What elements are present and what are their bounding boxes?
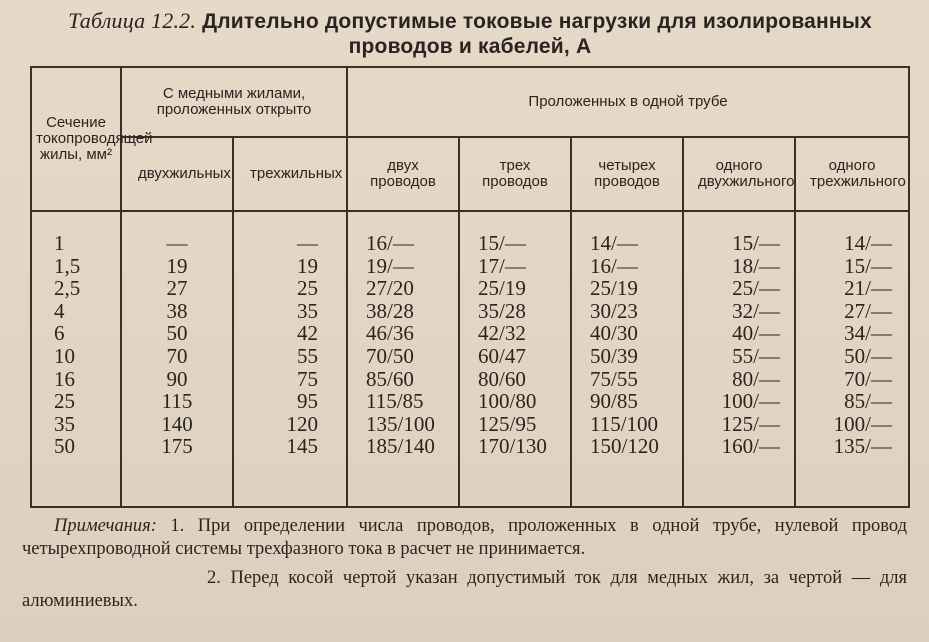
note-1-text: 1. При определении числа проводов, проложенных в одной трубе, нулевой провод четырехпроводной системы трехфазного тока в расчет не принимается. — [22, 516, 907, 559]
section-cell: 50 — [54, 434, 75, 459]
value-cell: 15/— — [478, 231, 526, 255]
table-notes — [22, 515, 907, 613]
value-cell: 70/50 — [366, 343, 414, 368]
header-two-core: двухжильных — [121, 137, 233, 211]
value-cell: 120 — [286, 411, 318, 436]
section-cell: 16 — [54, 366, 75, 391]
value-cell: 27 — [166, 276, 188, 301]
section-cell: 1 — [54, 231, 65, 255]
value-cell: 80/60 — [478, 366, 526, 391]
header-one-two-core: одного двухжильного — [683, 137, 795, 211]
notes-lead: Примечания: — [54, 516, 157, 536]
value-cell: 95 — [297, 389, 318, 414]
value-cell: 50 — [166, 321, 188, 346]
value-cell: 14/— — [590, 231, 638, 255]
section-column — [31, 211, 121, 507]
one-three-core-column — [795, 211, 909, 507]
value-cell: 70/— — [844, 366, 893, 391]
value-cell: 19/— — [366, 253, 414, 278]
table-caption — [40, 8, 900, 59]
value-cell: 100/— — [721, 389, 780, 414]
two-core-column — [121, 211, 233, 507]
value-cell: 125/95 — [478, 411, 537, 436]
current-load-table — [30, 66, 910, 508]
value-cell: 35 — [297, 298, 318, 323]
one-two-core-column — [683, 211, 795, 507]
value-cell: 140 — [161, 411, 193, 436]
value-cell: 25/19 — [590, 276, 638, 301]
section-cell: 35 — [54, 411, 75, 436]
header-one-three-core: одного трехжильного — [795, 137, 909, 211]
value-cell: 42/32 — [478, 321, 526, 346]
value-cell: 25/— — [732, 276, 780, 301]
value-cell: 25 — [297, 276, 318, 301]
value-cell: 16/— — [366, 231, 414, 255]
value-cell: 40/30 — [590, 321, 638, 346]
value-cell: 50/— — [844, 343, 893, 368]
header-three-core: трехжильных — [233, 137, 347, 211]
value-cell: 14/— — [844, 231, 893, 255]
value-cell: 115 — [161, 389, 193, 414]
value-cell: 17/— — [478, 253, 526, 278]
value-cell: 15/— — [732, 231, 780, 255]
value-cell: 55/— — [732, 343, 780, 368]
section-cell: 4 — [54, 298, 65, 323]
value-cell: 90/85 — [590, 389, 638, 414]
caption-title: Длительно допустимые токовые нагрузки для изолированных проводов и кабелей, А — [202, 10, 872, 58]
value-cell: 30/23 — [590, 298, 638, 323]
value-cell: 19 — [166, 253, 188, 278]
value-cell: 42 — [297, 321, 318, 346]
header-pipe-group: Проложенных в одной трубе — [347, 67, 909, 137]
value-cell: 135/— — [833, 434, 893, 459]
section-cell: 1,5 — [54, 253, 81, 278]
value-cell: 70 — [166, 343, 188, 368]
section-cell: 10 — [54, 343, 75, 368]
section-cell: 25 — [54, 389, 75, 414]
value-cell: 170/130 — [478, 434, 547, 459]
value-cell: 160/— — [721, 434, 780, 459]
section-cell: 6 — [54, 321, 65, 346]
value-cell: 32/— — [732, 298, 780, 323]
value-cell: 115/100 — [590, 411, 659, 436]
table-container — [30, 66, 908, 508]
section-cell: 2,5 — [54, 276, 81, 301]
value-cell: 46/36 — [366, 321, 414, 346]
value-cell: 55 — [297, 343, 318, 368]
header-three-wires: трех проводов — [459, 137, 571, 211]
value-cell: 90 — [166, 366, 188, 391]
note-2: 2. Перед косой чертой указан допустимый ток для медных жил, за чертой — для алюминиевых. — [22, 568, 907, 611]
header-four-wires: четырех проводов — [571, 137, 683, 211]
value-cell: — — [166, 231, 188, 255]
value-cell: 80/— — [732, 366, 780, 391]
value-cell: — — [297, 231, 318, 255]
value-cell: 175 — [161, 434, 193, 459]
value-cell: 34/— — [844, 321, 893, 346]
three-wires-column — [459, 211, 571, 507]
value-cell: 150/120 — [590, 434, 659, 459]
value-cell: 18/— — [732, 253, 780, 278]
value-cell: 135/100 — [366, 411, 435, 436]
value-cell: 185/140 — [366, 434, 435, 459]
note-1 — [22, 515, 907, 561]
value-cell: 115/85 — [366, 389, 424, 414]
value-cell: 85/— — [844, 389, 893, 414]
value-cell: 16/— — [590, 253, 638, 278]
value-cell: 40/— — [732, 321, 780, 346]
caption-label: Таблица 12.2. — [68, 8, 197, 33]
value-cell: 50/39 — [590, 343, 638, 368]
value-cell: 85/60 — [366, 366, 414, 391]
two-wires-column — [347, 211, 459, 507]
value-cell: 21/— — [844, 276, 893, 301]
value-cell: 100/— — [833, 411, 893, 436]
value-cell: 60/47 — [478, 343, 526, 368]
header-open-group: С медными жилами, проложенных открыто — [121, 67, 347, 137]
value-cell: 27/— — [844, 298, 893, 323]
value-cell: 100/80 — [478, 389, 537, 414]
value-cell: 75/55 — [590, 366, 638, 391]
value-cell: 19 — [297, 253, 318, 278]
value-cell: 35/28 — [478, 298, 526, 323]
value-cell: 25/19 — [478, 276, 526, 301]
header-section: Сечение токопроводящей жилы, мм² — [31, 67, 121, 211]
value-cell: 15/— — [844, 253, 893, 278]
value-cell: 38 — [166, 298, 188, 323]
four-wires-column — [571, 211, 683, 507]
value-cell: 75 — [297, 366, 318, 391]
value-cell: 27/20 — [366, 276, 414, 301]
value-cell: 145 — [286, 434, 318, 459]
three-core-column — [233, 211, 347, 507]
header-two-wires: двух проводов — [347, 137, 459, 211]
value-cell: 38/28 — [366, 298, 414, 323]
value-cell: 125/— — [721, 411, 780, 436]
